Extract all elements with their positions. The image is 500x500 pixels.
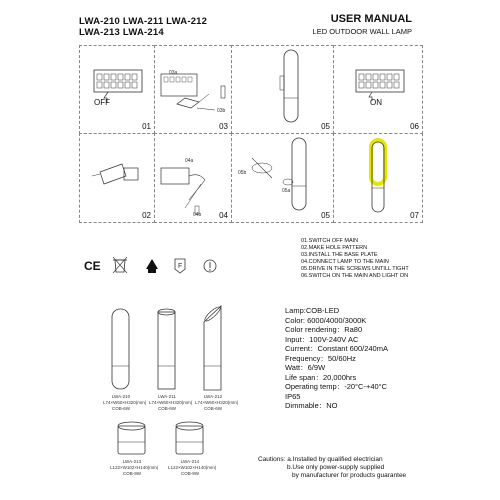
switch-off-label: OFF [94,98,110,107]
ce-mark-icon: CE [84,259,101,273]
callout-05a: 05a [282,188,291,194]
step-item: 03.INSTALL THE BASE PLATE [301,252,378,258]
spec-lamp: Lamp:COB-LED [285,306,340,315]
product-lwa-214 [168,459,217,477]
step-item: 02.MAKE HOLE PATTERN [301,245,368,251]
spec-dimmable: Dimmable：NO [285,401,338,410]
panel-number: 04 [219,211,228,220]
spec-ip-rating: IP65 [285,391,301,401]
callout-03a: 03a [169,70,178,76]
step-panel-03 [154,45,232,134]
product-lwa-210 [103,394,147,412]
product-dims: L74×W60×H320(mm) [195,400,239,405]
step-panel-05 [231,133,334,223]
caution-line: b.Use only power-supply supplied [287,464,385,471]
product-dims: L122×W102×H140(mm) [110,465,159,470]
product-model: LWA-214 [180,459,200,464]
spec-current: Current：Constant 600/240mA [285,344,388,353]
wall-lamp-mounted-icon [232,46,335,135]
panel-number: 02 [142,211,151,220]
product-power: COB-6W [112,406,130,411]
step-panel-06 [333,45,423,134]
panel-number: 07 [410,211,419,220]
step-panel-01 [79,45,155,134]
specifications [285,306,388,411]
model-list-line2: LWA-213 LWA-214 [79,27,164,38]
spec-color-rendering: Color rendering：Ra80 [285,325,363,334]
product-lwa-212 [195,394,239,412]
cautions [258,456,406,480]
product-model: LWA-211 [158,394,176,399]
installation-steps [301,238,409,280]
product-model: LWA-210 [111,394,131,399]
product-lwa-210-drawing [111,308,131,390]
caution-line: Cautions: a.Installed by qualified electrician [258,456,383,463]
spec-life-span: Life span：20,000hrs [285,372,357,382]
step-item: 04.CONNECT LAMP TO THE MAIN [301,259,389,265]
model-list-line1: LWA-210 LWA-211 LWA-212 [79,16,208,27]
product-lwa-212-drawing [203,302,223,392]
spec-watt: Watt：6/9W [285,363,326,372]
callout-04a: 04a [185,158,194,164]
panel-number: 06 [410,122,419,131]
product-dims: L74×W60×H320(mm) [103,400,147,405]
screw-tightening-icon [232,134,335,224]
step-panel-05-top [231,45,334,134]
product-dims: L74×W60×H320(mm) [149,400,193,405]
product-power: COB-6W [158,406,176,411]
document-subtitle: LED OUTDOOR WALL LAMP [312,27,412,36]
product-model: LWA-213 [122,459,142,464]
product-power: COB-9W [123,471,141,476]
callout-04b: 04b [193,212,202,218]
step-panel-07 [333,133,423,223]
spec-frequency: Frequency：50/60Hz [285,353,356,363]
product-lwa-211-drawing [157,308,177,390]
step-panel-02 [79,133,155,223]
product-lwa-211 [149,394,193,412]
panel-number: 03 [219,122,228,131]
spec-operating-temp: Operating temp：-20°C-+40°C [285,382,388,391]
product-power: COB-6W [204,406,222,411]
callout-05b: 05b [238,170,247,176]
product-lwa-213 [110,459,159,477]
panel-number: 01 [142,122,151,131]
f-mark-icon [172,258,188,274]
step-item: 05.DRIVE IN THE SCREWS UNTILL TIGHT [301,266,409,272]
caution-line: by manufacturer for products guarantee [292,472,407,479]
product-dims: L122×W102×H140(mm) [168,465,217,470]
f-mark-text: F [178,263,183,270]
product-lwa-214-drawing [175,420,205,456]
product-lwa-213-drawing [117,420,147,456]
step-item: 06.SWITCH ON THE MAIN AND LIGHT ON [301,273,409,279]
spec-input: Input：100V-240V AC [285,334,359,344]
spec-color: Color: 6000/4000/3000K [285,315,367,325]
panel-number: 05 [321,122,330,131]
switch-on-label: ON [370,98,382,107]
panel-number: 05 [321,211,330,220]
callout-03b: 03b [217,108,226,114]
waste-bin-icon [112,256,128,274]
ip-rating-icon [144,258,160,274]
document-title: USER MANUAL [330,13,412,25]
product-power: COB-9W [181,471,199,476]
step-item: 01.SWITCH OFF MAIN [301,238,359,244]
step-panel-04 [154,133,232,223]
product-model: LWA-212 [203,394,223,399]
class-icon [202,258,218,274]
